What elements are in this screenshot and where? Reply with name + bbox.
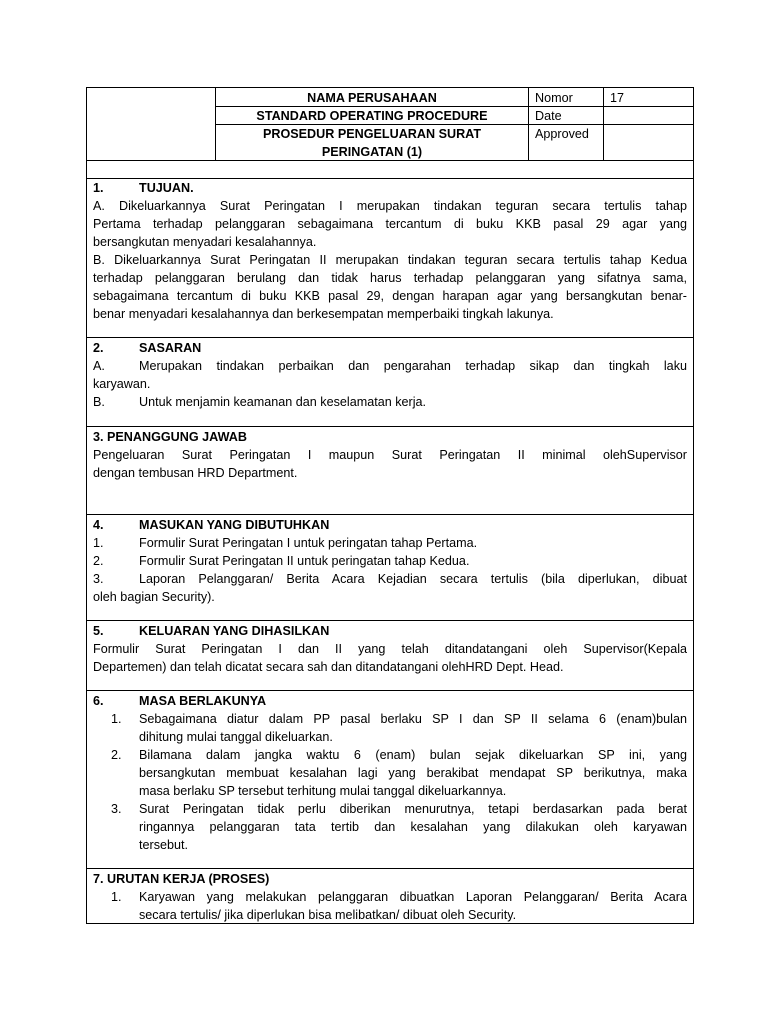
s3-line-1: Pengeluaran Surat Peringatan I maupun Surat Peringatan II minimal olehSupervisor [93, 448, 687, 462]
s1-title: TUJUAN. [139, 181, 194, 195]
s6-item-3-number: 3. [111, 802, 122, 816]
s4-title: MASUKAN YANG DIBUTUHKAN [139, 518, 330, 532]
s4-item-1-number: 1. [93, 536, 104, 550]
s5-bottom-line [86, 690, 694, 691]
s6-item-1-line-2: dihitung mulai tanggal dikeluarkan. [139, 730, 333, 744]
s6-item-2-number: 2. [111, 748, 122, 762]
s5-line-1: Formulir Surat Peringatan I dan II yang telah ditandatangani oleh Supervisor(Kepala [93, 642, 687, 656]
s6-item-1-line-1: Sebagaimana diatur dalam PP pasal berlaku SP I dan SP II selama 6 (enam)bulan [139, 712, 687, 726]
s1-number: 1. [93, 181, 104, 195]
s2-a-line-2: karyawan. [93, 377, 151, 391]
s6-bottom-line [86, 868, 694, 869]
s2-title: SASARAN [139, 341, 202, 355]
s6-item-3-line-1: Surat Peringatan tidak perlu diberikan menurutnya, tetapi berdasarkan pada berat [139, 802, 687, 816]
s7-title: 7. URUTAN KERJA (PROSES) [93, 872, 270, 886]
s1-line-1: A. Dikeluarkannya Surat Peringatan I merupakan tindakan teguran secara tertulis tahap [93, 199, 687, 213]
s1-line-2: Pertama terhadap pelanggaran sebagaimana tercantum di buku KKB pasal 29 agar yang [93, 217, 687, 231]
s7-item-1-number: 1. [111, 890, 122, 904]
nomor-label: Nomor [535, 91, 573, 105]
s6-item-1-number: 1. [111, 712, 122, 726]
s4-number: 4. [93, 518, 104, 532]
s5-title: KELUARAN YANG DIHASILKAN [139, 624, 330, 638]
s5-line-2: Departemen) dan telah dicatat secara sah dan ditandatangani olehHRD Dept. Head. [93, 660, 564, 674]
s5-number: 5. [93, 624, 104, 638]
date-label: Date [535, 109, 562, 123]
s6-item-2-line-2: bersangkutan membuat kesalahan lagi yang berakibat mendapat SP berikutnya, maka [139, 766, 687, 780]
s3-title: 3. PENANGGUNG JAWAB [93, 430, 247, 444]
s6-item-2-line-3: masa berlaku SP tersebut terhitung mulai tanggal dikeluarkannya. [139, 784, 507, 798]
s1-bottom-line [86, 337, 694, 338]
s6-number: 6. [93, 694, 104, 708]
s1-line-3: bersangkutan menyadari kesalahannya. [93, 235, 317, 249]
company-name: NAMA PERUSAHAAN [307, 91, 437, 105]
s4-bottom-line [86, 620, 694, 621]
s7-item-1-line-2: secara tertulis/ jika diperlukan bisa melibatkan/ dibuat oleh Security. [139, 908, 517, 922]
s7-item-1-line-1: Karyawan yang melakukan pelanggaran dibuatkan Laporan Pelanggaran/ Berita Acara [139, 890, 687, 904]
doc-title-line-1: PROSEDUR PENGELUARAN SURAT [262, 127, 482, 141]
s2-a-label: A. [93, 359, 105, 373]
s6-item-2-line-1: Bilamana dalam jangka waktu 6 (enam) bulan sejak dikeluarkan SP ini, yang [139, 748, 687, 762]
s2-b-label: B. [93, 395, 105, 409]
s6-title: MASA BERLAKUNYA [139, 694, 267, 708]
s2-bottom-line [86, 426, 694, 427]
s4-item-2: Formulir Surat Peringatan II untuk peringatan tahap Kedua. [139, 554, 470, 568]
s4-item-2-number: 2. [93, 554, 104, 568]
s2-a-line-1: Merupakan tindakan perbaikan dan pengarahan terhadap sikap dan tingkah laku [139, 359, 687, 373]
s6-item-3-line-3: tersebut. [139, 838, 189, 852]
nomor-value: 17 [610, 91, 625, 105]
s4-item-3-line-2: oleh bagian Security). [93, 590, 215, 604]
s1-line-5: terhadap pelanggaran berulang dan tidak harus terhadap pelanggaran yang sifatnya sama, [93, 271, 687, 285]
s6-item-3-line-2: ringannya pelanggaran tata tertib dan kesalahan yang dilakukan oleh karyawan [139, 820, 687, 834]
s3-bottom-line [86, 514, 694, 515]
s2-b-line-1: Untuk menjamin keamanan dan keselamatan kerja. [139, 395, 427, 409]
s1-line-7: benar menyadari kesalahannya dan berkesempatan memperbaiki tingkah lakunya. [93, 307, 554, 321]
s1-line-6: sebagaimana tercantum di buku KKB pasal 29, dengan harapan agar yang bersangkutan benar- [93, 289, 687, 303]
doc-title-line-2: PERINGATAN (1) [321, 145, 423, 159]
sop-label: STANDARD OPERATING PROCEDURE [256, 109, 488, 123]
s2-number: 2. [93, 341, 104, 355]
s4-item-1: Formulir Surat Peringatan I untuk peringatan tahap Pertama. [139, 536, 478, 550]
s3-line-2: dengan tembusan HRD Department. [93, 466, 298, 480]
s4-item-3-line-1: Laporan Pelanggaran/ Berita Acara Kejadian secara tertulis (bila diperlukan, dibuat [139, 572, 687, 586]
s1-line-4: B. Dikeluarkannya Surat Peringatan II merupakan tindakan teguran secara tertulis tahap Kedua [93, 253, 687, 267]
s4-item-3-number: 3. [93, 572, 104, 586]
approved-label: Approved [535, 127, 589, 141]
